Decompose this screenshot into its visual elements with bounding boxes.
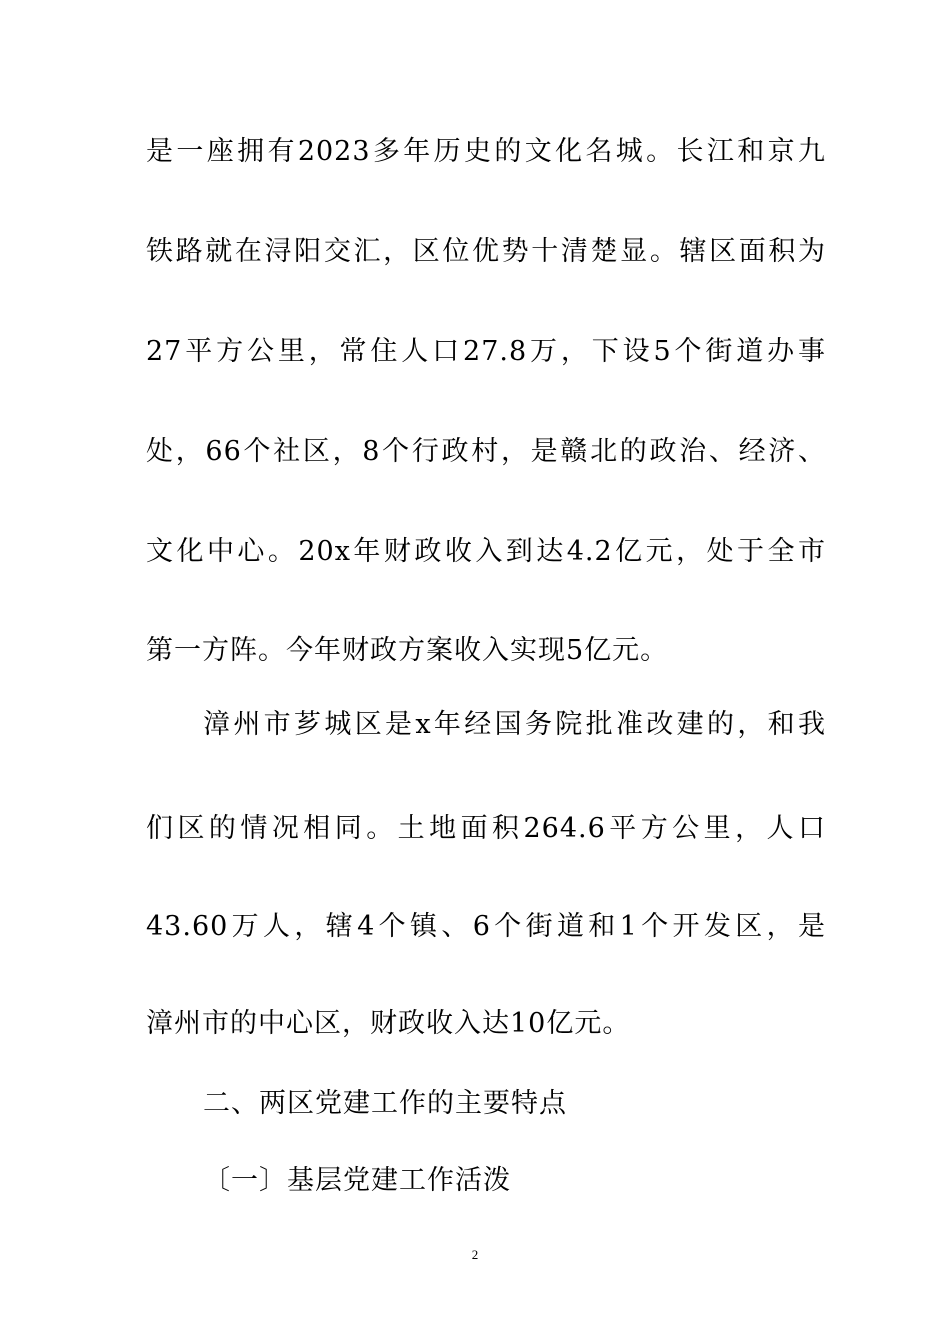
- paragraph-line-4: 处，66个社区，8个行政村，是赣北的政治、经济、: [146, 436, 826, 467]
- paragraph-line-5: 文化中心。20x年财政收入到达4.2亿元，处于全市: [146, 536, 826, 567]
- paragraph-line-7: 漳州市芗城区是x年经国务院批准改建的，和我: [203, 709, 826, 740]
- paragraph-line-9: 43.60万人，辖4个镇、6个街道和1个开发区，是: [146, 911, 826, 942]
- paragraph-line-3: 27平方公里，常住人口27.8万，下设5个街道办事: [146, 336, 826, 367]
- paragraph-line-10: 漳州市的中心区，财政收入达10亿元。: [146, 1008, 631, 1039]
- paragraph-line-8: 们区的情况相同。土地面积264.6平方公里，人口: [146, 813, 826, 844]
- paragraph-line-2: 铁路就在浔阳交汇，区位优势十清楚显。辖区面积为: [146, 236, 826, 267]
- subsection-heading: 〔一〕基层党建工作活泼: [203, 1165, 511, 1196]
- page-number: 2: [471, 1247, 479, 1262]
- section-heading: 二、两区党建工作的主要特点: [203, 1088, 567, 1119]
- paragraph-line-6: 第一方阵。今年财政方案收入实现5亿元。: [146, 635, 669, 666]
- paragraph-line-1: 是一座拥有2023多年历史的文化名城。长江和京九: [146, 136, 826, 167]
